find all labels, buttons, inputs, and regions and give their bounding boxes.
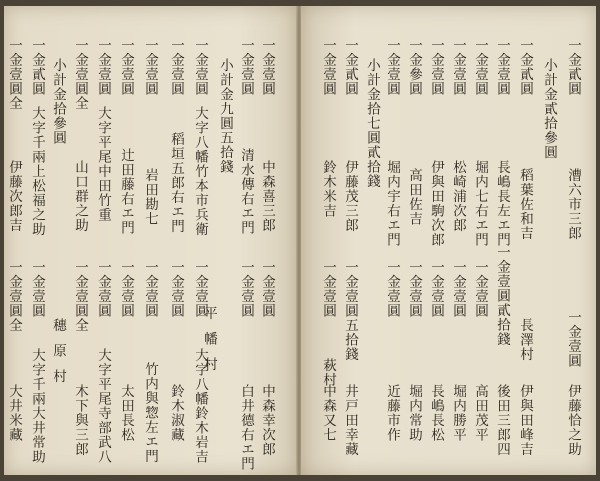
- column-entry: 井戸田幸藏: [342, 384, 358, 457]
- column-entry: 一金參圓: [406, 38, 422, 96]
- column-entry: 伊藤恰之助: [565, 384, 581, 457]
- column-entry: 伊藤茂三郎: [342, 160, 358, 233]
- column-entry: 一金壹圓: [472, 38, 488, 96]
- text-column: [27, 0, 47, 481]
- column-entry: 一金壹圓: [142, 260, 158, 318]
- column-entry: 岩田勘七: [142, 168, 158, 226]
- column-entry: 一金壹圓全: [6, 38, 22, 111]
- column-entry: 長嶋長松: [428, 384, 444, 442]
- column-entry: 木下與三郎: [72, 384, 88, 457]
- column-entry: 一金壹圓: [192, 260, 208, 318]
- column-entry: 一金壹圓: [142, 38, 158, 96]
- text-column: [563, 0, 583, 481]
- column-entry: 一金壹圓: [168, 38, 184, 96]
- column-entry: 鈴木淑藏: [168, 384, 184, 442]
- column-entry: 一金壹圓: [494, 38, 510, 96]
- text-column: [318, 0, 338, 481]
- column-entry: 辻田藤右エ門: [118, 148, 134, 235]
- column-entry: 一金壹圓: [320, 260, 336, 318]
- column-entry: 一金壹圓全: [72, 38, 88, 111]
- column-entry: 一金壹圓: [29, 260, 45, 318]
- column-entry: 一金壹圓: [384, 260, 400, 318]
- text-column: [515, 0, 535, 481]
- text-column: [257, 0, 277, 481]
- column-entry: 一金壹圓: [259, 38, 275, 96]
- column-entry: 大字平尾中田竹重: [95, 106, 111, 222]
- column-entry: 一金壹圓: [406, 260, 422, 318]
- column-entry: 一金壹圓: [565, 310, 581, 368]
- column-entry: 伊藤次郎吉: [6, 160, 22, 233]
- column-entry: 中森又七: [320, 384, 336, 442]
- column-entry: 一金壹圓五拾錢: [342, 260, 358, 362]
- column-entry: 大字八幡竹本市兵衛: [192, 106, 208, 237]
- column-entry: 一金壹圓: [428, 38, 444, 96]
- column-entry: 堀内勝平: [450, 384, 466, 442]
- column-entry: 一金壹圓: [192, 38, 208, 96]
- text-column: [492, 0, 512, 481]
- column-entry: 松崎浦次郎: [450, 160, 466, 233]
- column-entry: 萩村: [320, 358, 336, 387]
- column-entry: 一金壹圓: [118, 260, 134, 318]
- column-entry: 一金貳圓: [342, 38, 358, 96]
- text-column: [215, 0, 235, 481]
- column-entry: 一金壹圓: [320, 38, 336, 96]
- column-entry: 伊與田峰吉: [517, 384, 533, 457]
- column-entry: 長嶋長左エ門: [494, 160, 510, 247]
- column-entry: 近藤市作: [384, 384, 400, 442]
- column-entry: 漕六市三郎: [565, 168, 581, 241]
- column-entry: 稻垣五郎右エ門: [168, 132, 184, 234]
- column-entry: 後田三郎四: [494, 384, 510, 457]
- column-entry: 一金壹圓全: [72, 260, 88, 333]
- text-column: [470, 0, 490, 481]
- text-column: [116, 0, 136, 481]
- text-column: [382, 0, 402, 481]
- text-column: [166, 0, 186, 481]
- column-entry: 竹内與惣左エ門: [142, 362, 158, 464]
- column-entry: 稻葉佐和吉: [517, 168, 533, 241]
- text-column: [404, 0, 424, 481]
- column-entry: 一金壹圓: [472, 260, 488, 318]
- column-entry: 一金壹圓: [238, 260, 254, 318]
- column-entry: 一金貳圓: [29, 38, 45, 96]
- village-label: 平幡村: [201, 306, 217, 383]
- column-entry: 一金貳圓: [565, 38, 581, 96]
- column-entry: 中森喜三郎: [259, 160, 275, 233]
- column-entry: 小計金拾參圓: [50, 58, 66, 145]
- column-entry: 一金壹圓: [259, 260, 275, 318]
- column-entry: 堀内常助: [406, 384, 422, 442]
- column-entry: 白井德右エ門: [238, 384, 254, 471]
- text-column: [426, 0, 446, 481]
- column-entry: 一金壹圓: [238, 38, 254, 96]
- column-entry: 大井米藏: [6, 384, 22, 442]
- column-entry: 中森幸次郎: [259, 384, 275, 457]
- column-entry: 一金壹圓: [428, 260, 444, 318]
- column-entry: 一金壹圓: [95, 260, 111, 318]
- column-entry: 長澤村: [517, 318, 533, 362]
- text-column: [190, 0, 210, 481]
- column-entry: 一金壹圓: [450, 260, 466, 318]
- column-entry: 一金貳圓: [517, 38, 533, 96]
- column-entry: 一金壹圓: [118, 38, 134, 96]
- column-entry: 伊與田駒次郎: [428, 160, 444, 247]
- text-column: [539, 0, 559, 481]
- column-entry: 小計金九圓五拾錢: [217, 58, 233, 174]
- column-entry: 大字八幡鈴木岩吉: [192, 348, 208, 464]
- text-column: [70, 0, 90, 481]
- column-entry: 一金壹圓: [450, 38, 466, 96]
- column-entry: 大字千兩上松福之助: [29, 106, 45, 237]
- column-entry: 大字千兩大井常助: [29, 348, 45, 464]
- column-entry: 堀内宇右エ門: [384, 160, 400, 247]
- village-label: 穗原村: [50, 318, 66, 395]
- text-column: [140, 0, 160, 481]
- text-column: [93, 0, 113, 481]
- column-entry: 一金壹圓全: [6, 260, 22, 333]
- column-entry: 堀内七右エ門: [472, 160, 488, 247]
- text-column: [236, 0, 256, 481]
- column-entry: 一金壹圓: [95, 38, 111, 96]
- column-entry: 大字平尾寺部武八: [95, 348, 111, 464]
- column-entry: 一金壹圓: [168, 260, 184, 318]
- column-entry: 一金壹圓貳拾錢: [494, 245, 510, 347]
- column-entry: 高田茂平: [472, 384, 488, 442]
- column-entry: 清水傳右エ門: [238, 148, 254, 235]
- text-column: [4, 0, 24, 481]
- column-entry: 鈴木米吉: [320, 160, 336, 218]
- column-entry: 小計金拾七圓貳拾錢: [364, 58, 380, 189]
- text-column: [448, 0, 468, 481]
- text-column: [340, 0, 360, 481]
- column-entry: 一金壹圓: [384, 38, 400, 96]
- text-column: [48, 0, 68, 481]
- column-entry: 高田佐吉: [406, 168, 422, 226]
- column-entry: 山口群之助: [72, 160, 88, 233]
- column-entry: 小計金貳拾參圓: [541, 58, 557, 160]
- text-column: [362, 0, 382, 481]
- column-entry: 太田長松: [118, 384, 134, 442]
